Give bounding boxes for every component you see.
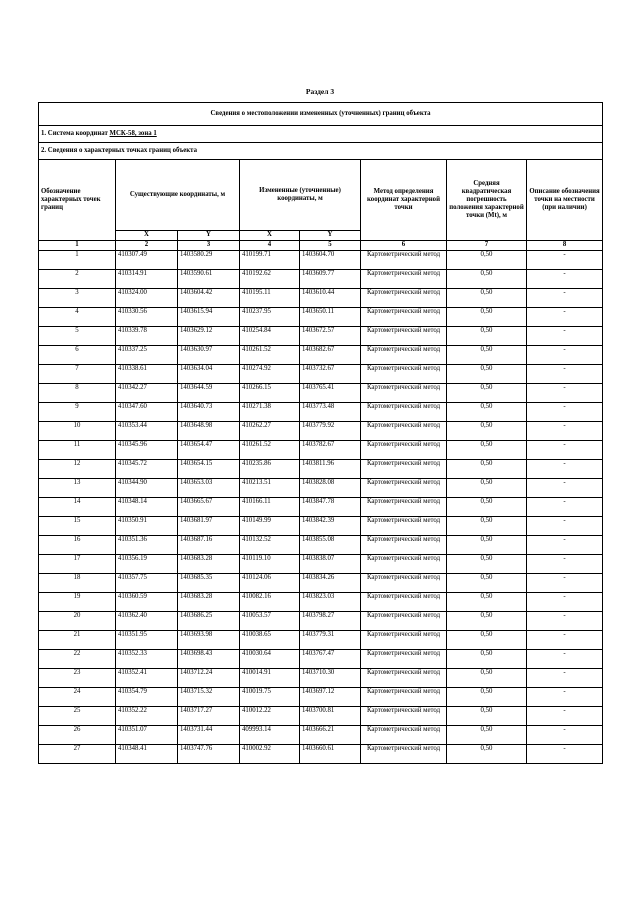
rms-error: 0,50 <box>447 479 527 498</box>
description: - <box>527 650 603 669</box>
rms-error: 0,50 <box>447 593 527 612</box>
existing-y: 1403715.32 <box>178 688 240 707</box>
existing-y: 1403654.15 <box>178 460 240 479</box>
description: - <box>527 289 603 308</box>
rms-error: 0,50 <box>447 726 527 745</box>
changed-x: 410132.52 <box>240 536 300 555</box>
table-row <box>39 346 603 365</box>
changed-x: 410053.57 <box>240 612 300 631</box>
changed-x: 410199.71 <box>240 251 300 270</box>
changed-y: 1403811.96 <box>300 460 361 479</box>
changed-x: 410149.99 <box>240 517 300 536</box>
rms-error: 0,50 <box>447 289 527 308</box>
rms-error: 0,50 <box>447 365 527 384</box>
existing-x: 410348.41 <box>116 745 178 764</box>
header-point-designation: Обозначение характерных точек границ <box>39 160 116 241</box>
description: - <box>527 346 603 365</box>
changed-y: 1403604.70 <box>300 251 361 270</box>
rms-error: 0,50 <box>447 631 527 650</box>
rms-error: 0,50 <box>447 327 527 346</box>
changed-y: 1403842.39 <box>300 517 361 536</box>
rms-error: 0,50 <box>447 441 527 460</box>
existing-x: 410337.25 <box>116 346 178 365</box>
changed-x: 410274.92 <box>240 365 300 384</box>
header-rms-error: Средняя квадратическая погрешность положения характерной точки (Mt), м <box>447 160 527 241</box>
description: - <box>527 327 603 346</box>
method: Картометрический метод <box>361 593 447 612</box>
changed-y: 1403855.08 <box>300 536 361 555</box>
rms-error: 0,50 <box>447 536 527 555</box>
points-heading-row <box>39 143 603 160</box>
col-number: 6 <box>361 241 447 251</box>
changed-x: 410014.91 <box>240 669 300 688</box>
method: Картометрический метод <box>361 688 447 707</box>
point-number: 15 <box>39 517 116 536</box>
description: - <box>527 726 603 745</box>
header-y-changed: Y <box>300 231 361 241</box>
existing-y: 1403654.47 <box>178 441 240 460</box>
col-number: 2 <box>116 241 178 251</box>
existing-y: 1403590.61 <box>178 270 240 289</box>
point-number: 24 <box>39 688 116 707</box>
changed-y: 1403828.08 <box>300 479 361 498</box>
changed-x: 410192.62 <box>240 270 300 289</box>
method: Картометрический метод <box>361 403 447 422</box>
changed-x: 410012.22 <box>240 707 300 726</box>
rms-error: 0,50 <box>447 270 527 289</box>
table-row <box>39 726 603 745</box>
method: Картометрический метод <box>361 289 447 308</box>
table-row <box>39 308 603 327</box>
method: Картометрический метод <box>361 517 447 536</box>
rms-error: 0,50 <box>447 669 527 688</box>
point-number: 22 <box>39 650 116 669</box>
rms-error: 0,50 <box>447 707 527 726</box>
points-heading: 2. Сведения о характерных точках границ объекта <box>39 143 603 160</box>
method: Картометрический метод <box>361 536 447 555</box>
description: - <box>527 669 603 688</box>
existing-x: 410338.61 <box>116 365 178 384</box>
method: Картометрический метод <box>361 574 447 593</box>
table-row <box>39 707 603 726</box>
description: - <box>527 270 603 289</box>
method: Картометрический метод <box>361 498 447 517</box>
col-number: 7 <box>447 241 527 251</box>
description: - <box>527 384 603 403</box>
table-title: Сведения о местоположении измененных (уточненных) границ объекта <box>39 103 603 126</box>
existing-y: 1403685.35 <box>178 574 240 593</box>
changed-y: 1403666.21 <box>300 726 361 745</box>
table-row <box>39 403 603 422</box>
table-row <box>39 593 603 612</box>
changed-y: 1403610.44 <box>300 289 361 308</box>
changed-y: 1403779.31 <box>300 631 361 650</box>
changed-y: 1403773.48 <box>300 403 361 422</box>
description: - <box>527 745 603 764</box>
description: - <box>527 631 603 650</box>
existing-y: 1403665.67 <box>178 498 240 517</box>
existing-x: 410330.56 <box>116 308 178 327</box>
rms-error: 0,50 <box>447 555 527 574</box>
changed-y: 1403700.81 <box>300 707 361 726</box>
changed-y: 1403650.11 <box>300 308 361 327</box>
table-row <box>39 384 603 403</box>
point-number: 4 <box>39 308 116 327</box>
rms-error: 0,50 <box>447 574 527 593</box>
existing-x: 410354.79 <box>116 688 178 707</box>
col-number: 1 <box>39 241 116 251</box>
description: - <box>527 308 603 327</box>
method: Картометрический метод <box>361 726 447 745</box>
rms-error: 0,50 <box>447 612 527 631</box>
changed-x: 410266.15 <box>240 384 300 403</box>
changed-y: 1403823.03 <box>300 593 361 612</box>
changed-y: 1403779.92 <box>300 422 361 441</box>
existing-y: 1403717.27 <box>178 707 240 726</box>
description: - <box>527 536 603 555</box>
method: Картометрический метод <box>361 479 447 498</box>
changed-x: 410262.27 <box>240 422 300 441</box>
method: Картометрический метод <box>361 460 447 479</box>
point-number: 20 <box>39 612 116 631</box>
existing-x: 410352.41 <box>116 669 178 688</box>
table-row <box>39 498 603 517</box>
point-number: 23 <box>39 669 116 688</box>
existing-x: 410342.27 <box>116 384 178 403</box>
method: Картометрический метод <box>361 441 447 460</box>
changed-x: 410038.65 <box>240 631 300 650</box>
header-description: Описание обозначения точки на местности (при наличии) <box>527 160 603 241</box>
rms-error: 0,50 <box>447 384 527 403</box>
changed-x: 410030.64 <box>240 650 300 669</box>
table-row <box>39 479 603 498</box>
description: - <box>527 403 603 422</box>
point-number: 27 <box>39 745 116 764</box>
existing-y: 1403693.98 <box>178 631 240 650</box>
changed-x: 410254.84 <box>240 327 300 346</box>
header-changed-coords: Измененные (уточненные) координаты, м <box>240 160 361 231</box>
table-row <box>39 270 603 289</box>
method: Картометрический метод <box>361 346 447 365</box>
existing-x: 410307.49 <box>116 251 178 270</box>
point-number: 13 <box>39 479 116 498</box>
coord-system-value: МСК-58, зона 1 <box>109 130 157 137</box>
rms-error: 0,50 <box>447 308 527 327</box>
col-number: 5 <box>300 241 361 251</box>
method: Картометрический метод <box>361 308 447 327</box>
point-number: 5 <box>39 327 116 346</box>
point-number: 25 <box>39 707 116 726</box>
existing-y: 1403683.28 <box>178 593 240 612</box>
changed-x: 410261.52 <box>240 346 300 365</box>
description: - <box>527 707 603 726</box>
changed-y: 1403660.61 <box>300 745 361 764</box>
method: Картометрический метод <box>361 707 447 726</box>
changed-y: 1403838.07 <box>300 555 361 574</box>
description: - <box>527 365 603 384</box>
point-number: 12 <box>39 460 116 479</box>
method: Картометрический метод <box>361 327 447 346</box>
changed-y: 1403672.57 <box>300 327 361 346</box>
existing-y: 1403648.98 <box>178 422 240 441</box>
rms-error: 0,50 <box>447 745 527 764</box>
description: - <box>527 498 603 517</box>
existing-x: 410351.36 <box>116 536 178 555</box>
changed-x: 410166.11 <box>240 498 300 517</box>
rms-error: 0,50 <box>447 688 527 707</box>
point-number: 8 <box>39 384 116 403</box>
header-x-changed: X <box>240 231 300 241</box>
existing-y: 1403687.16 <box>178 536 240 555</box>
description: - <box>527 517 603 536</box>
table-row <box>39 555 603 574</box>
existing-x: 410356.19 <box>116 555 178 574</box>
existing-x: 410360.59 <box>116 593 178 612</box>
table-title-row <box>39 103 603 126</box>
existing-y: 1403653.03 <box>178 479 240 498</box>
table-row <box>39 612 603 631</box>
point-number: 7 <box>39 365 116 384</box>
changed-x: 410002.92 <box>240 745 300 764</box>
changed-x: 410119.10 <box>240 555 300 574</box>
point-number: 2 <box>39 270 116 289</box>
method: Картометрический метод <box>361 631 447 650</box>
existing-x: 410324.00 <box>116 289 178 308</box>
description: - <box>527 479 603 498</box>
table-row <box>39 517 603 536</box>
point-number: 11 <box>39 441 116 460</box>
existing-y: 1403580.29 <box>178 251 240 270</box>
rms-error: 0,50 <box>447 403 527 422</box>
rms-error: 0,50 <box>447 650 527 669</box>
table-row <box>39 631 603 650</box>
method: Картометрический метод <box>361 422 447 441</box>
description: - <box>527 441 603 460</box>
header-method: Метод определения координат характерной точки <box>361 160 447 241</box>
changed-x: 410195.11 <box>240 289 300 308</box>
existing-x: 410347.60 <box>116 403 178 422</box>
table-row <box>39 422 603 441</box>
existing-x: 410345.72 <box>116 460 178 479</box>
method: Картометрический метод <box>361 251 447 270</box>
description: - <box>527 251 603 270</box>
changed-y: 1403782.67 <box>300 441 361 460</box>
existing-x: 410357.75 <box>116 574 178 593</box>
point-number: 6 <box>39 346 116 365</box>
point-number: 18 <box>39 574 116 593</box>
rms-error: 0,50 <box>447 422 527 441</box>
table-row <box>39 574 603 593</box>
point-number: 21 <box>39 631 116 650</box>
existing-y: 1403681.97 <box>178 517 240 536</box>
existing-y: 1403686.25 <box>178 612 240 631</box>
existing-x: 410351.95 <box>116 631 178 650</box>
existing-y: 1403604.42 <box>178 289 240 308</box>
existing-y: 1403634.04 <box>178 365 240 384</box>
col-number: 4 <box>240 241 300 251</box>
existing-y: 1403712.24 <box>178 669 240 688</box>
point-number: 3 <box>39 289 116 308</box>
changed-y: 1403847.78 <box>300 498 361 517</box>
table-row <box>39 745 603 764</box>
existing-x: 410348.14 <box>116 498 178 517</box>
rms-error: 0,50 <box>447 517 527 536</box>
method: Картометрический метод <box>361 365 447 384</box>
description: - <box>527 460 603 479</box>
changed-x: 410261.52 <box>240 441 300 460</box>
table-row <box>39 289 603 308</box>
method: Картометрический метод <box>361 669 447 688</box>
existing-x: 410314.91 <box>116 270 178 289</box>
table-row <box>39 536 603 555</box>
point-number: 14 <box>39 498 116 517</box>
existing-x: 410352.33 <box>116 650 178 669</box>
point-number: 17 <box>39 555 116 574</box>
description: - <box>527 612 603 631</box>
section-title: Раздел 3 <box>305 87 335 96</box>
changed-x: 410271.38 <box>240 403 300 422</box>
changed-x: 410019.75 <box>240 688 300 707</box>
existing-x: 410351.07 <box>116 726 178 745</box>
existing-y: 1403640.73 <box>178 403 240 422</box>
existing-x: 410345.96 <box>116 441 178 460</box>
point-number: 10 <box>39 422 116 441</box>
table-row <box>39 441 603 460</box>
rms-error: 0,50 <box>447 251 527 270</box>
rms-error: 0,50 <box>447 346 527 365</box>
existing-y: 1403747.76 <box>178 745 240 764</box>
existing-y: 1403615.94 <box>178 308 240 327</box>
changed-x: 409993.14 <box>240 726 300 745</box>
header-x-existing: X <box>116 231 178 241</box>
changed-x: 410124.06 <box>240 574 300 593</box>
method: Картометрический метод <box>361 555 447 574</box>
description: - <box>527 574 603 593</box>
description: - <box>527 555 603 574</box>
table-row <box>39 688 603 707</box>
table-row <box>39 327 603 346</box>
table-row <box>39 460 603 479</box>
boundary-points-table <box>38 102 603 764</box>
existing-y: 1403731.44 <box>178 726 240 745</box>
description: - <box>527 422 603 441</box>
point-number: 16 <box>39 536 116 555</box>
changed-y: 1403710.30 <box>300 669 361 688</box>
existing-y: 1403630.97 <box>178 346 240 365</box>
rms-error: 0,50 <box>447 498 527 517</box>
existing-x: 410362.40 <box>116 612 178 631</box>
col-number: 3 <box>178 241 240 251</box>
changed-y: 1403682.67 <box>300 346 361 365</box>
method: Картометрический метод <box>361 612 447 631</box>
changed-y: 1403697.12 <box>300 688 361 707</box>
description: - <box>527 593 603 612</box>
method: Картометрический метод <box>361 270 447 289</box>
existing-x: 410353.44 <box>116 422 178 441</box>
coord-system <box>39 126 603 143</box>
changed-y: 1403765.41 <box>300 384 361 403</box>
coord-system-label: 1. Система координат <box>41 130 108 137</box>
changed-x: 410235.86 <box>240 460 300 479</box>
changed-x: 410213.51 <box>240 479 300 498</box>
rms-error: 0,50 <box>447 460 527 479</box>
header-existing-coords: Существующие координаты, м <box>116 160 240 231</box>
table-row <box>39 669 603 688</box>
changed-x: 410082.16 <box>240 593 300 612</box>
changed-y: 1403767.47 <box>300 650 361 669</box>
coord-system-row <box>39 126 603 143</box>
point-number: 1 <box>39 251 116 270</box>
existing-y: 1403629.12 <box>178 327 240 346</box>
existing-y: 1403698.43 <box>178 650 240 669</box>
point-number: 19 <box>39 593 116 612</box>
method: Картометрический метод <box>361 650 447 669</box>
table-row <box>39 365 603 384</box>
existing-x: 410344.90 <box>116 479 178 498</box>
existing-x: 410350.91 <box>116 517 178 536</box>
col-number: 8 <box>527 241 603 251</box>
changed-y: 1403834.26 <box>300 574 361 593</box>
method: Картометрический метод <box>361 384 447 403</box>
changed-y: 1403609.77 <box>300 270 361 289</box>
existing-x: 410352.22 <box>116 707 178 726</box>
existing-x: 410339.78 <box>116 327 178 346</box>
existing-y: 1403683.28 <box>178 555 240 574</box>
header-y-existing: Y <box>178 231 240 241</box>
description: - <box>527 688 603 707</box>
table-row <box>39 251 603 270</box>
column-numbers-row <box>39 241 603 251</box>
changed-y: 1403732.67 <box>300 365 361 384</box>
changed-x: 410237.95 <box>240 308 300 327</box>
point-number: 9 <box>39 403 116 422</box>
changed-y: 1403798.27 <box>300 612 361 631</box>
method: Картометрический метод <box>361 745 447 764</box>
existing-y: 1403644.59 <box>178 384 240 403</box>
header-row <box>39 160 603 231</box>
table-row <box>39 650 603 669</box>
point-number: 26 <box>39 726 116 745</box>
